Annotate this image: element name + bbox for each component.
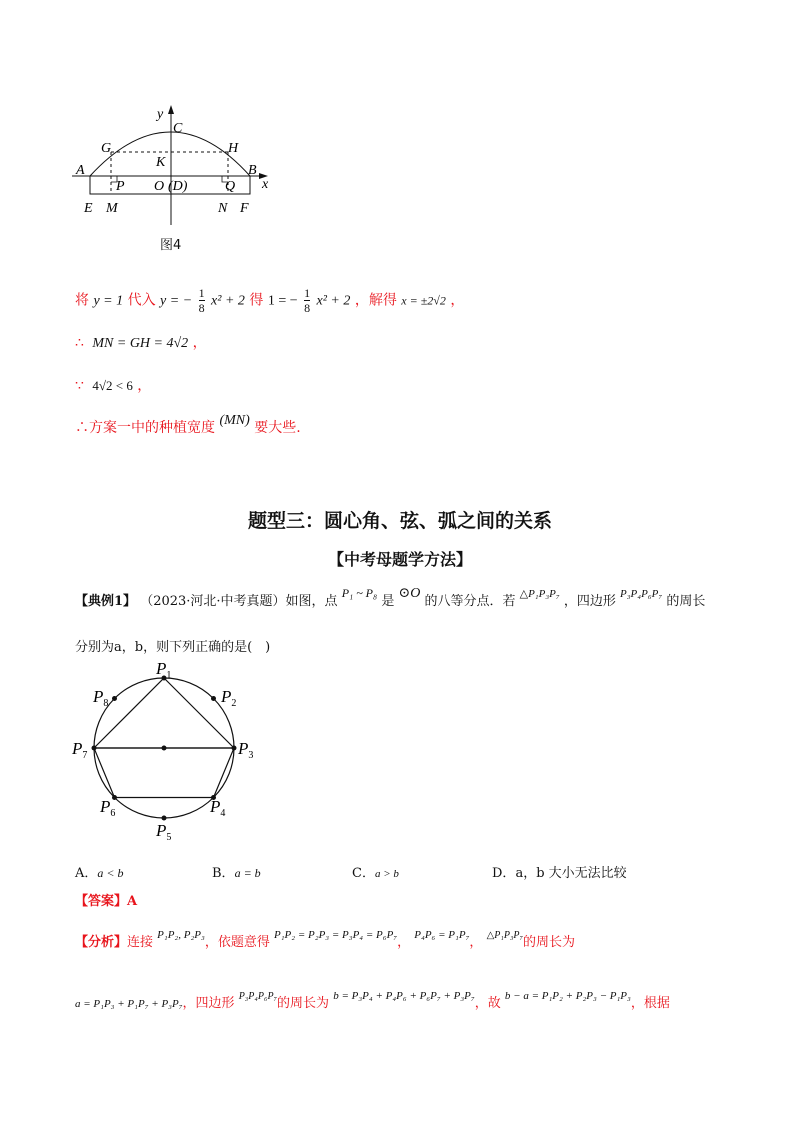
because-symbol: ∵ bbox=[75, 378, 84, 394]
sol-text: 将 bbox=[75, 292, 89, 309]
fig4-label-n: N bbox=[218, 201, 228, 216]
sol-math-eq1b: x² + 2 bbox=[211, 293, 245, 309]
analysis-math-tri: △P₁P₃P₇ bbox=[486, 930, 524, 941]
sol-text: 得 bbox=[249, 292, 264, 309]
sol-math-mn: MN = GH = 4√2 bbox=[92, 336, 189, 351]
point-label-p7: $P_7$ bbox=[72, 739, 88, 761]
option-c[interactable]: C．a > b bbox=[352, 866, 399, 881]
example-text: 的周长 bbox=[666, 594, 706, 609]
point-label-p5: $P_5$ bbox=[156, 821, 172, 843]
circle-figure bbox=[60, 650, 270, 850]
solution-line-1 bbox=[75, 286, 464, 315]
fig4-label-x: x bbox=[262, 177, 269, 192]
sol-math-mn-paren: (MN) bbox=[219, 413, 250, 428]
analysis-math-c: b − a = P₁P₂ + P₂P₃ − P₁P₃ bbox=[504, 990, 631, 1002]
solution-line-3 bbox=[75, 375, 151, 395]
example-tag: 【典例1】 bbox=[75, 594, 137, 609]
sol-math-y1: y = 1 bbox=[93, 293, 124, 309]
point-label-p8: $P_8$ bbox=[93, 687, 109, 709]
analysis-math-b: b = P₃P₄ + P₄P₆ + P₆P₇ + P₃P₇ bbox=[333, 990, 475, 1002]
analysis-math-quad: P₃P₄P₆P₇ bbox=[238, 991, 278, 1002]
fraction: $\frac{1}{8}$ bbox=[198, 286, 205, 315]
point-label-p3: $P_3$ bbox=[238, 739, 254, 761]
example-text: 的八等分点．若 bbox=[424, 594, 516, 609]
sol-math-eq2: 1 = − bbox=[267, 293, 298, 309]
example-line-1 bbox=[75, 586, 706, 610]
example-line-2: 分别为a，b，则下列正确的是( ) bbox=[75, 640, 271, 655]
solution-line-4 bbox=[75, 413, 301, 437]
sol-text: ， bbox=[450, 292, 465, 309]
fig4-label-g: G bbox=[101, 141, 112, 156]
fig4-label-a: A bbox=[76, 163, 85, 178]
sol-text: ∴方案一中的种植宽度 bbox=[75, 420, 215, 436]
sol-text: ，解得 bbox=[354, 292, 397, 309]
section-subtitle: 【中考母题学方法】 bbox=[327, 550, 472, 569]
fig4-label-d: (D) bbox=[168, 179, 188, 194]
option-b[interactable]: B．a = b bbox=[212, 866, 261, 881]
example-text: （2023·河北·中考真题）如图，点 bbox=[140, 594, 338, 609]
analysis-math-a: a = P₁P₃ + P₁P₇ + P₃P₇ bbox=[75, 998, 183, 1010]
figure-4-caption: 图4 bbox=[160, 238, 182, 253]
sol-math-solution: x = ±2√2 bbox=[401, 293, 446, 308]
sol-math-eq2b: x² + 2 bbox=[316, 293, 351, 309]
sol-math-eq1: y = − bbox=[160, 293, 193, 309]
point-label-p1: $P_1$ bbox=[156, 659, 172, 681]
fig4-label-f: F bbox=[240, 201, 249, 216]
point-label-p4: $P_4$ bbox=[210, 797, 226, 819]
fig4-label-m: M bbox=[106, 201, 118, 216]
answer: 【答案】A bbox=[75, 894, 138, 909]
fig4-label-b: B bbox=[248, 163, 257, 178]
point-label-p6: $P_6$ bbox=[100, 797, 116, 819]
fig4-label-e: E bbox=[84, 201, 93, 216]
option-d[interactable]: D．a，b 大小无法比较 bbox=[492, 866, 627, 881]
analysis-line-1: 【分析】连接 $^{P_1P_2, P_2P_3}$，依题意得 $^{P_1P_2 = P_2P_3 = P_3P_4 = P_6P_7}$， $^{P_4P_6 = P_1P_7}$， $^{\triangle P_1P_3P_7}$的周长为 bbox=[75, 929, 576, 950]
fig4-label-c: C bbox=[173, 121, 183, 136]
point-label-p2: $P_2$ bbox=[221, 687, 237, 709]
fig4-label-h: H bbox=[228, 141, 239, 156]
fig4-label-q: Q bbox=[225, 179, 236, 194]
analysis-math-eq2: P₄P₆ = P₁P₇ bbox=[414, 929, 470, 941]
section-title: 题型三：圆心角、弦、弧之间的关系 bbox=[247, 510, 552, 532]
sol-text: 要大些. bbox=[254, 420, 301, 436]
sol-math-ineq: 4√2 < 6 bbox=[92, 378, 133, 393]
fig4-label-k: K bbox=[156, 155, 166, 170]
analysis-math-eq1: P₁P₂ = P₂P₃ = P₃P₄ = P₆P₇ bbox=[274, 929, 398, 941]
sol-text: 代入 bbox=[127, 292, 156, 309]
example-math-triangle: △P₁P₃P₇ bbox=[519, 588, 560, 600]
fig4-label-y: y bbox=[157, 107, 164, 122]
fig4-label-p: P bbox=[116, 179, 125, 194]
therefore-symbol: ∴ bbox=[75, 335, 84, 351]
example-math-range: P₁ ~ P₈ bbox=[341, 586, 378, 600]
sol-text: ， bbox=[137, 378, 152, 394]
example-text: 是 bbox=[381, 594, 395, 609]
fraction: $\frac{1}{8}$ bbox=[304, 286, 311, 315]
fig4-label-o: O bbox=[154, 179, 165, 194]
example-text: ，四边形 bbox=[563, 594, 616, 609]
analysis-line-2: a = P₁P₃ + P₁P₇ + P₃P₇，四边形 $^{P_3P_4P_6P_7}$的周长为 $^{b = P_3P_4 + P_4P_6 + P_6P_7 + P_3P_7}$，故 $^{b - a = P_1P_2 + P_2P_3 - P_1P_3}$，根据 bbox=[75, 990, 670, 1011]
option-a[interactable]: A．a < b bbox=[75, 866, 124, 881]
example-math-quad: P₃P₄P₆P₇ bbox=[620, 588, 663, 600]
example-math-circle: ⊙O bbox=[398, 586, 421, 601]
sol-text: ， bbox=[192, 335, 207, 351]
analysis-math-seg: P₁P₂, P₂P₃ bbox=[157, 929, 205, 941]
solution-line-2 bbox=[75, 332, 207, 352]
